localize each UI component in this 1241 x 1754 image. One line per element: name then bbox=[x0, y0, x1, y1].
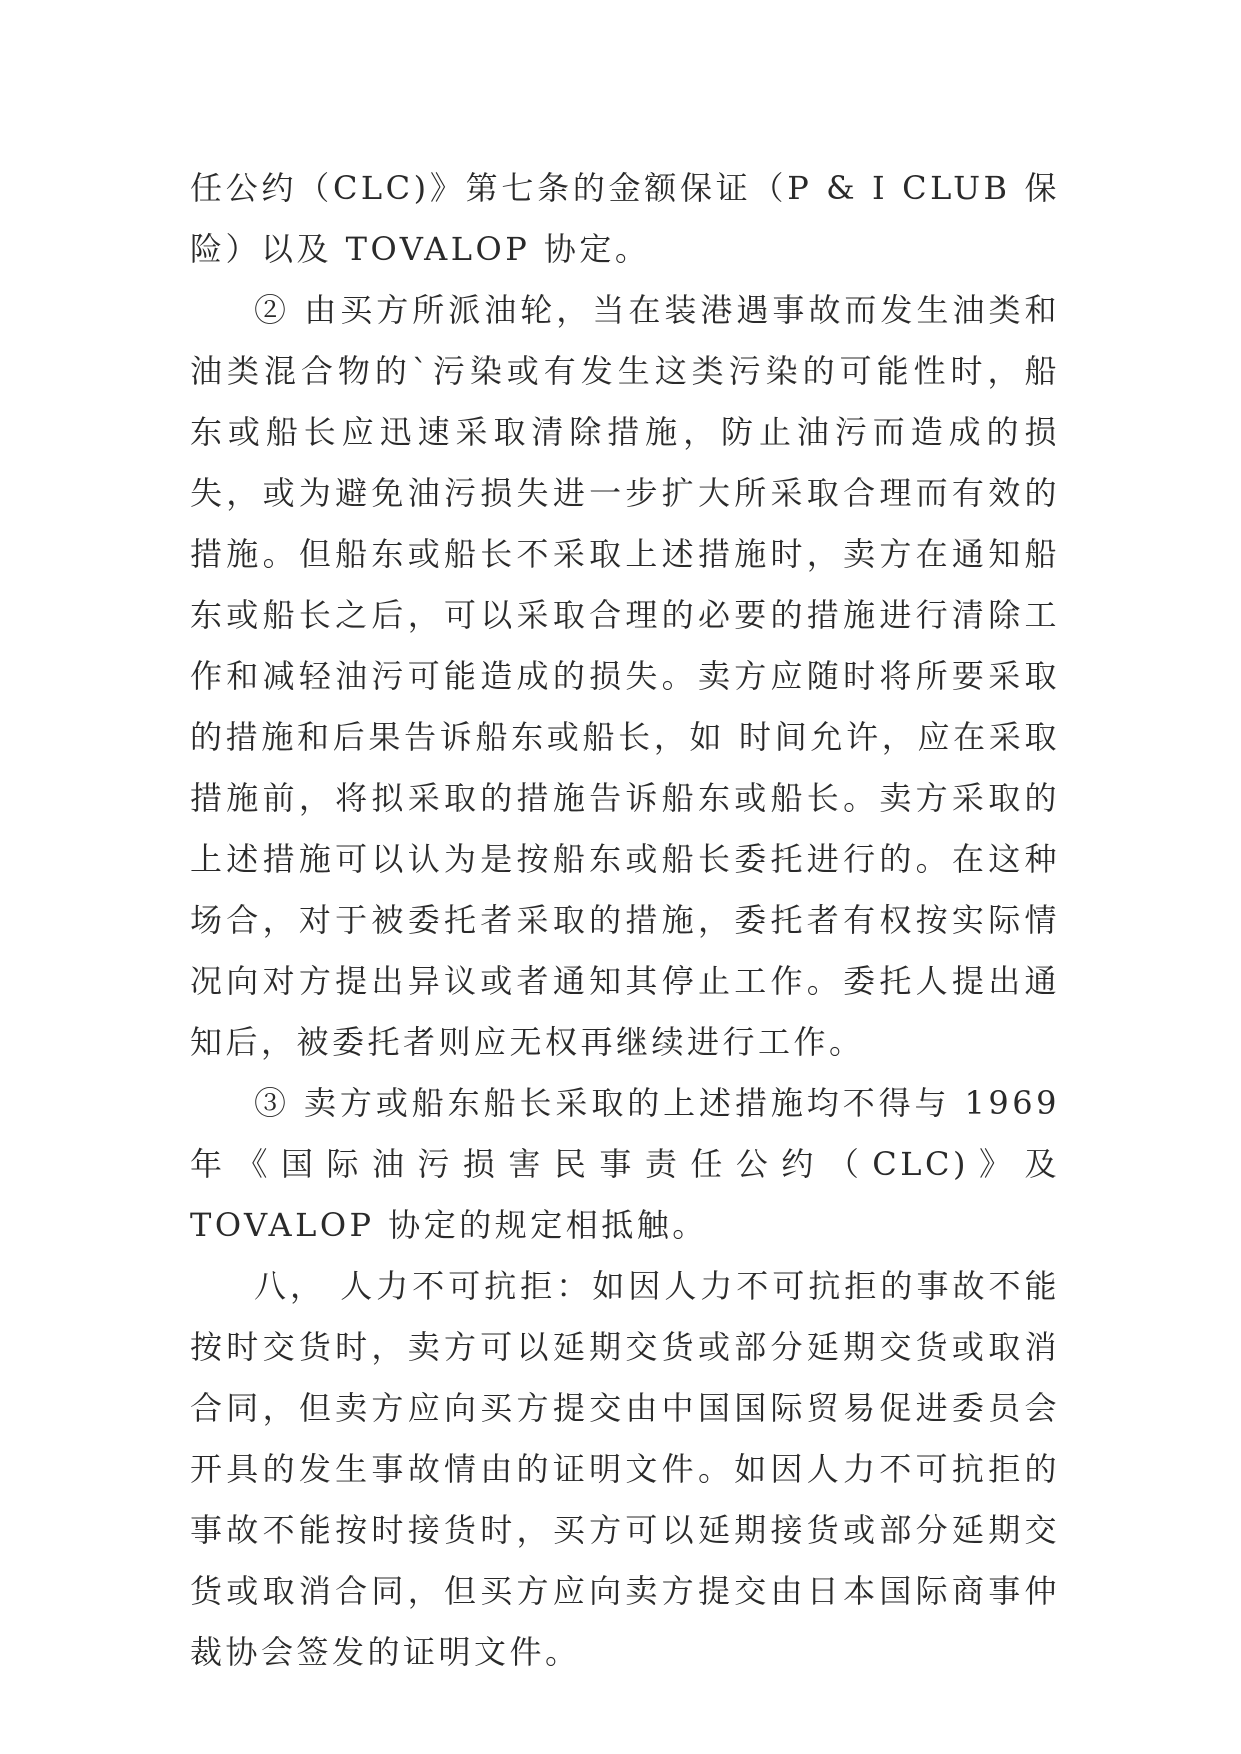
paragraph-continuation: 任公约（CLC)》第七条的金额保证（P & I CLUB 保险）以及 TOVALOP 协定。 bbox=[190, 169, 1060, 268]
document-body bbox=[190, 158, 1060, 1683]
paragraph-clause-2: ② 由买方所派油轮，当在装港遇事故而发生油类和油类混合物的`污染或有发生这类污染的可能性时，船东或船长应迅速采取清除措施，防止油污而造成的损失，或为避免油污损失进一步扩大所采取合理而有效的措施。但船东或船长不采取上述措施时，卖方在通知船东或船长之后，可以采取合理的必要的措施进行清除工作和减轻油污可能造成的损失。卖方应随时将所要采取的措施和后果告诉船东或船长，如 时间允许，应在采取措施前，将拟采取的措施告诉船东或船长。卖方采取的上述措施可以认为是按船东或船长委托进行的。在这种场合，对于被委托者采取的措施，委托者有权按实际情况向对方提出异议或者通知其停止工作。委托人提出通知后，被委托者则应无权再继续进行工作。 bbox=[190, 291, 1060, 1061]
paragraph-clause-3: ③ 卖方或船东船长采取的上述措施均不得与 1969 年《国际油污损害民事责任公约（CLC)》及 TOVALOP 协定的规定相抵触。 bbox=[190, 1084, 1060, 1244]
paragraph-force-majeure: 八， 人力不可抗拒：如因人力不可抗拒的事故不能按时交货时，卖方可以延期交货或部分延期交货或取消合同，但卖方应向买方提交由中国国际贸易促进委员会开具的发生事故情由的证明文件。如因人力不可抗拒的事故不能按时接货时，买方可以延期接货或部分延期交货或取消合同，但买方应向卖方提交由日本国际商事仲裁协会签发的证明文件。 bbox=[190, 1267, 1060, 1671]
